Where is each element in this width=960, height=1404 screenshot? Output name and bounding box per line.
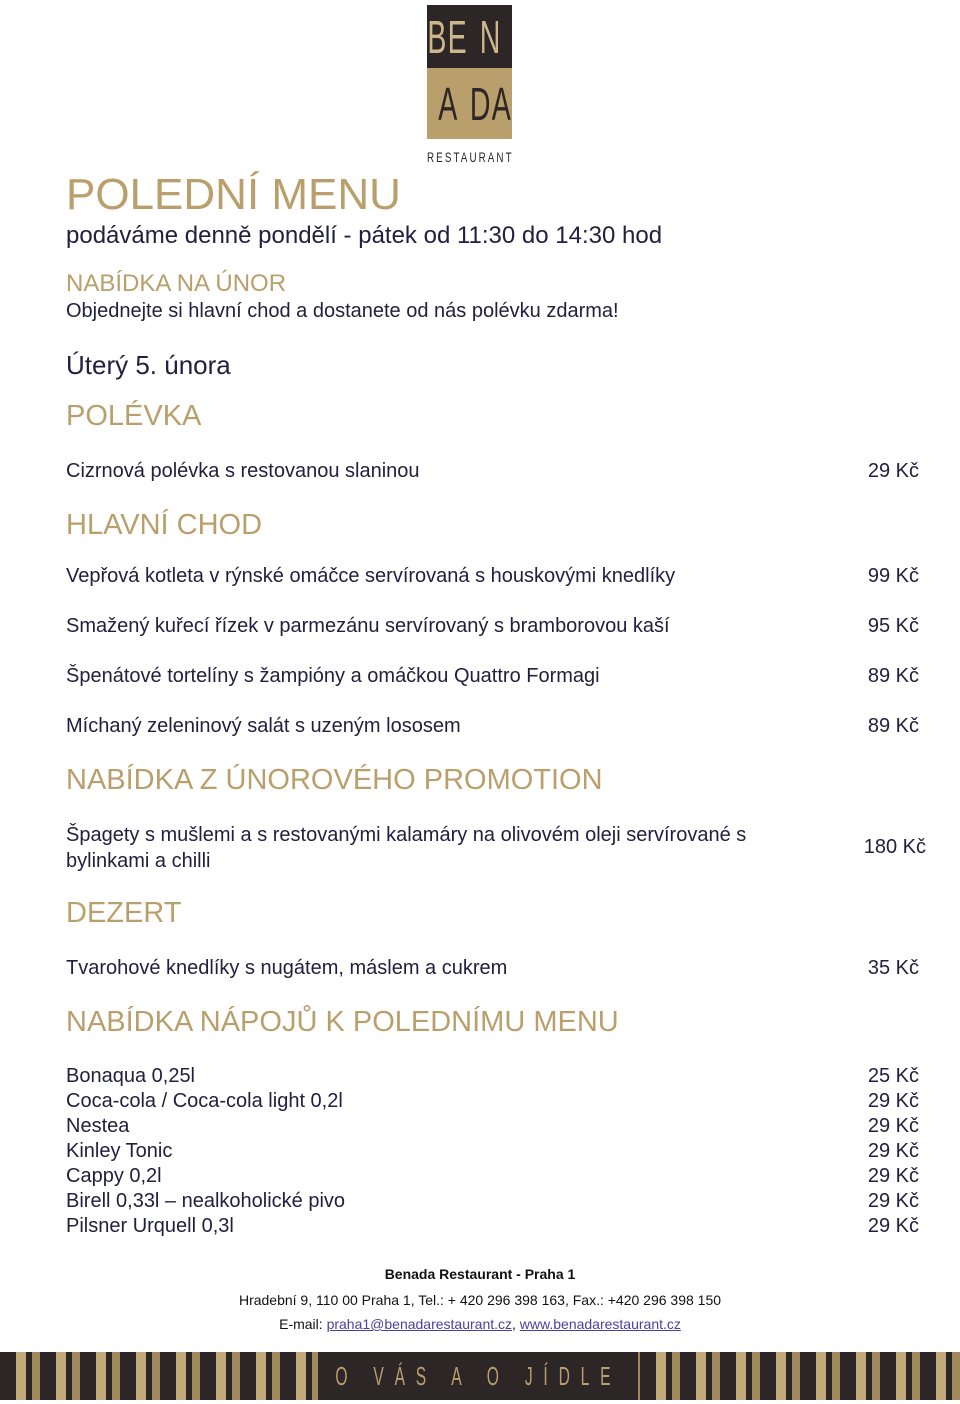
menu-item: Vepřová kotleta v rýnské omáčce servírovaná s houskovými knedlíky xyxy=(66,565,676,587)
drink-price: 29 Kč xyxy=(867,1140,919,1162)
menu-item: Cizrnová polévka s restovanou slaninou xyxy=(66,460,420,482)
footer-restaurant-name: Benada Restaurant - Praha 1 xyxy=(384,1266,576,1282)
drink-price: 29 Kč xyxy=(867,1090,919,1112)
decorative-band xyxy=(0,1352,960,1400)
drink-item: Bonaqua 0,25l xyxy=(66,1065,196,1087)
page-subtitle: podáváme denně pondělí - pátek od 11:30 do 14:30 hod xyxy=(66,222,663,249)
drink-price: 29 Kč xyxy=(867,1215,919,1237)
restaurant-logo xyxy=(427,5,515,165)
section-heading-main: HLAVNÍ CHOD xyxy=(66,509,263,541)
menu-item: Smažený kuřecí řízek v parmezánu servírovaný s bramborovou kaší xyxy=(66,615,670,637)
drink-item: Kinley Tonic xyxy=(66,1140,173,1162)
drink-item: Cappy 0,2l xyxy=(66,1165,162,1187)
website-link[interactable]: www.benadarestaurant.cz xyxy=(519,1316,681,1332)
logo-cell-2: N xyxy=(469,5,512,68)
menu-item-price: 35 Kč xyxy=(867,957,919,979)
menu-item-price: 89 Kč xyxy=(867,665,919,687)
drink-price: 29 Kč xyxy=(867,1165,919,1187)
footer-address: Hradební 9, 110 00 Praha 1, Tel.: + 420 296 398 163, Fax.: +420 296 398 150 xyxy=(238,1292,722,1308)
section-heading-drinks: NABÍDKA NÁPOJŮ K POLEDNÍMU MENU xyxy=(66,1006,619,1038)
page-title: POLEDNÍ MENU xyxy=(66,170,401,219)
logo-subtitle: RESTAURANT xyxy=(427,149,514,165)
section-heading-dessert: DEZERT xyxy=(66,897,182,929)
drink-item: Pilsner Urquell 0,3l xyxy=(66,1215,234,1237)
footer-contact xyxy=(0,1316,960,1332)
drink-item: Nestea xyxy=(66,1115,130,1137)
drink-item: Birell 0,33l – nealkoholické pivo xyxy=(66,1190,346,1212)
menu-item-price: 99 Kč xyxy=(867,565,919,587)
offer-text: Objednejte si hlavní chod a dostanete od nás polévku zdarma! xyxy=(66,300,619,322)
logo-cell-3: A xyxy=(427,68,469,139)
section-heading-soup: POLÉVKA xyxy=(66,400,202,432)
drink-price: 29 Kč xyxy=(867,1190,919,1212)
drinks-list xyxy=(66,1064,345,1239)
email-label: E-mail: xyxy=(279,1316,327,1332)
contact-separator: , xyxy=(512,1316,520,1332)
logo-cell-4: DA xyxy=(469,68,512,139)
band-text: O VÁS A O JÍDLE xyxy=(335,1360,621,1391)
menu-item-price: 89 Kč xyxy=(867,715,919,737)
menu-item: Tvarohové knedlíky s nugátem, máslem a cukrem xyxy=(66,957,508,979)
email-link[interactable]: praha1@benadarestaurant.cz xyxy=(326,1316,513,1332)
menu-item-price: 29 Kč xyxy=(867,460,919,482)
drink-item: Coca-cola / Coca-cola light 0,2l xyxy=(66,1090,343,1112)
offer-heading: NABÍDKA NA ÚNOR xyxy=(66,270,287,297)
drink-price: 25 Kč xyxy=(867,1065,919,1087)
menu-item: Špagety s mušlemi a s restovanými kalamáry na olivovém oleji servírované s bylinkami a chilli xyxy=(66,824,747,872)
menu-item: Míchaný zeleninový salát s uzeným lososem xyxy=(66,715,461,737)
menu-item-price: 95 Kč xyxy=(867,615,919,637)
section-heading-promo: NABÍDKA Z ÚNOROVÉHO PROMOTION xyxy=(66,764,603,796)
logo-cell-1: BE xyxy=(427,5,469,68)
drinks-prices xyxy=(868,1064,919,1239)
band-label-box xyxy=(318,1352,638,1400)
menu-item-price: 180 Kč xyxy=(863,836,926,858)
menu-item: Špenátové tortelíny s žampióny a omáčkou Quattro Formagi xyxy=(66,665,600,687)
menu-day: Úterý 5. února xyxy=(66,350,231,380)
drink-price: 29 Kč xyxy=(867,1115,919,1137)
